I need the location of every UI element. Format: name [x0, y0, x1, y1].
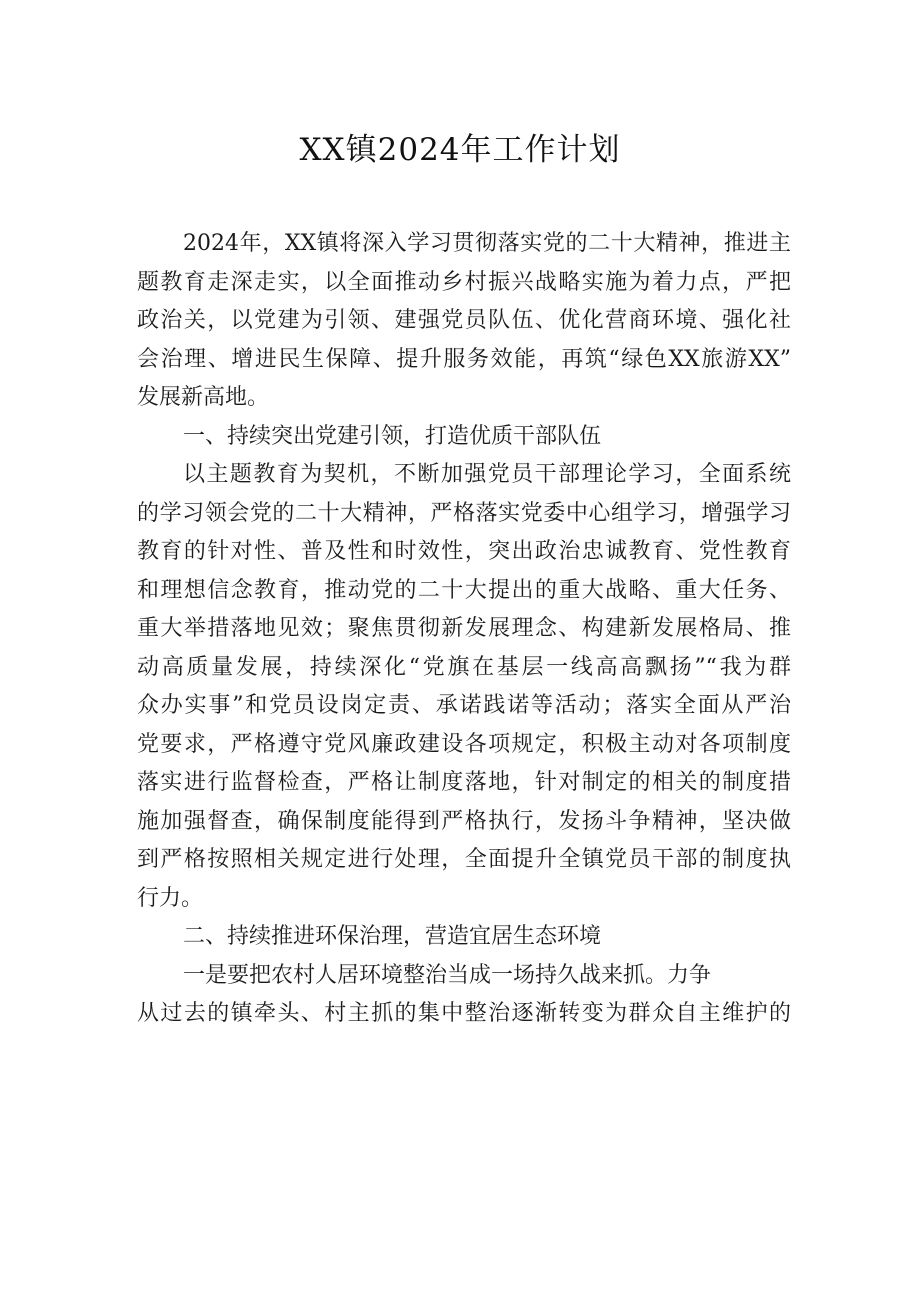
paragraph-line: 和理想信念教育，推动党的二十大提出的重大战略、重大任务、: [137, 577, 791, 603]
paragraph-line: 题教育走深走实，以全面推动乡村振兴战略实施为着力点，严把: [137, 269, 791, 295]
paragraph-line: 行力。: [137, 885, 204, 911]
document-title: XX镇2024年工作计划: [299, 132, 621, 168]
paragraph-line: 落实进行监督检查，严格让制度落地，针对制定的相关的制度措: [137, 770, 791, 795]
paragraph-line: 以主题教育为契机，不断加强党员干部理论学习，全面系统: [183, 462, 791, 487]
paragraph-line: 政治关，以党建为引领、建强党员队伍、优化营商环境、强化社: [137, 308, 791, 333]
paragraph-line: 施加强督查，确保制度能得到严格执行，发扬斗争精神，坚决做: [137, 808, 791, 834]
paragraph-line: 到严格按照相关规定进行处理，全面提升全镇党员干部的制度执: [137, 847, 791, 872]
paragraph-line: 的学习领会党的二十大精神，严格落实党委中心组学习，增强学习: [137, 500, 791, 526]
paragraph-line: 重大举措落地见效；聚焦贯彻新发展理念、构建新发展格局、推: [137, 616, 791, 641]
document-body: [137, 225, 791, 1034]
paragraph-line: 会治理、增进民生保障、提升服务效能，再筑“绿色XX旅游XX”: [137, 346, 791, 372]
paragraph-line: 发展新高地。: [137, 385, 270, 410]
paragraph-line: 从过去的镇牵头、村主抓的集中整治逐渐转变为群众自主维护的: [137, 1001, 791, 1026]
paragraph-line: 党要求，严格遵守党风廉政建设各项规定，积极主动对各项制度: [137, 731, 791, 757]
paragraph-line: 一是要把农村人居环境整治当成一场持久战来抓。力争: [183, 962, 712, 988]
paragraph-line: 动高质量发展，持续深化“党旗在基层一线高高飘扬”“我为群: [137, 654, 791, 680]
paragraph-line: 教育的针对性、普及性和时效性，突出政治忠诚教育、党性教育: [137, 539, 791, 564]
section-heading-1: 一、持续突出党建引领，打造优质干部队伍: [183, 423, 602, 449]
section-heading-2: 二、持续推进环保治理，营造宜居生态环境: [183, 924, 602, 949]
paragraph-line: 2024年，XX镇将深入学习贯彻落实党的二十大精神，推进主: [183, 231, 791, 256]
paragraph-line: 众办实事”和党员设岗定责、承诺践诺等活动；落实全面从严治: [137, 693, 791, 718]
